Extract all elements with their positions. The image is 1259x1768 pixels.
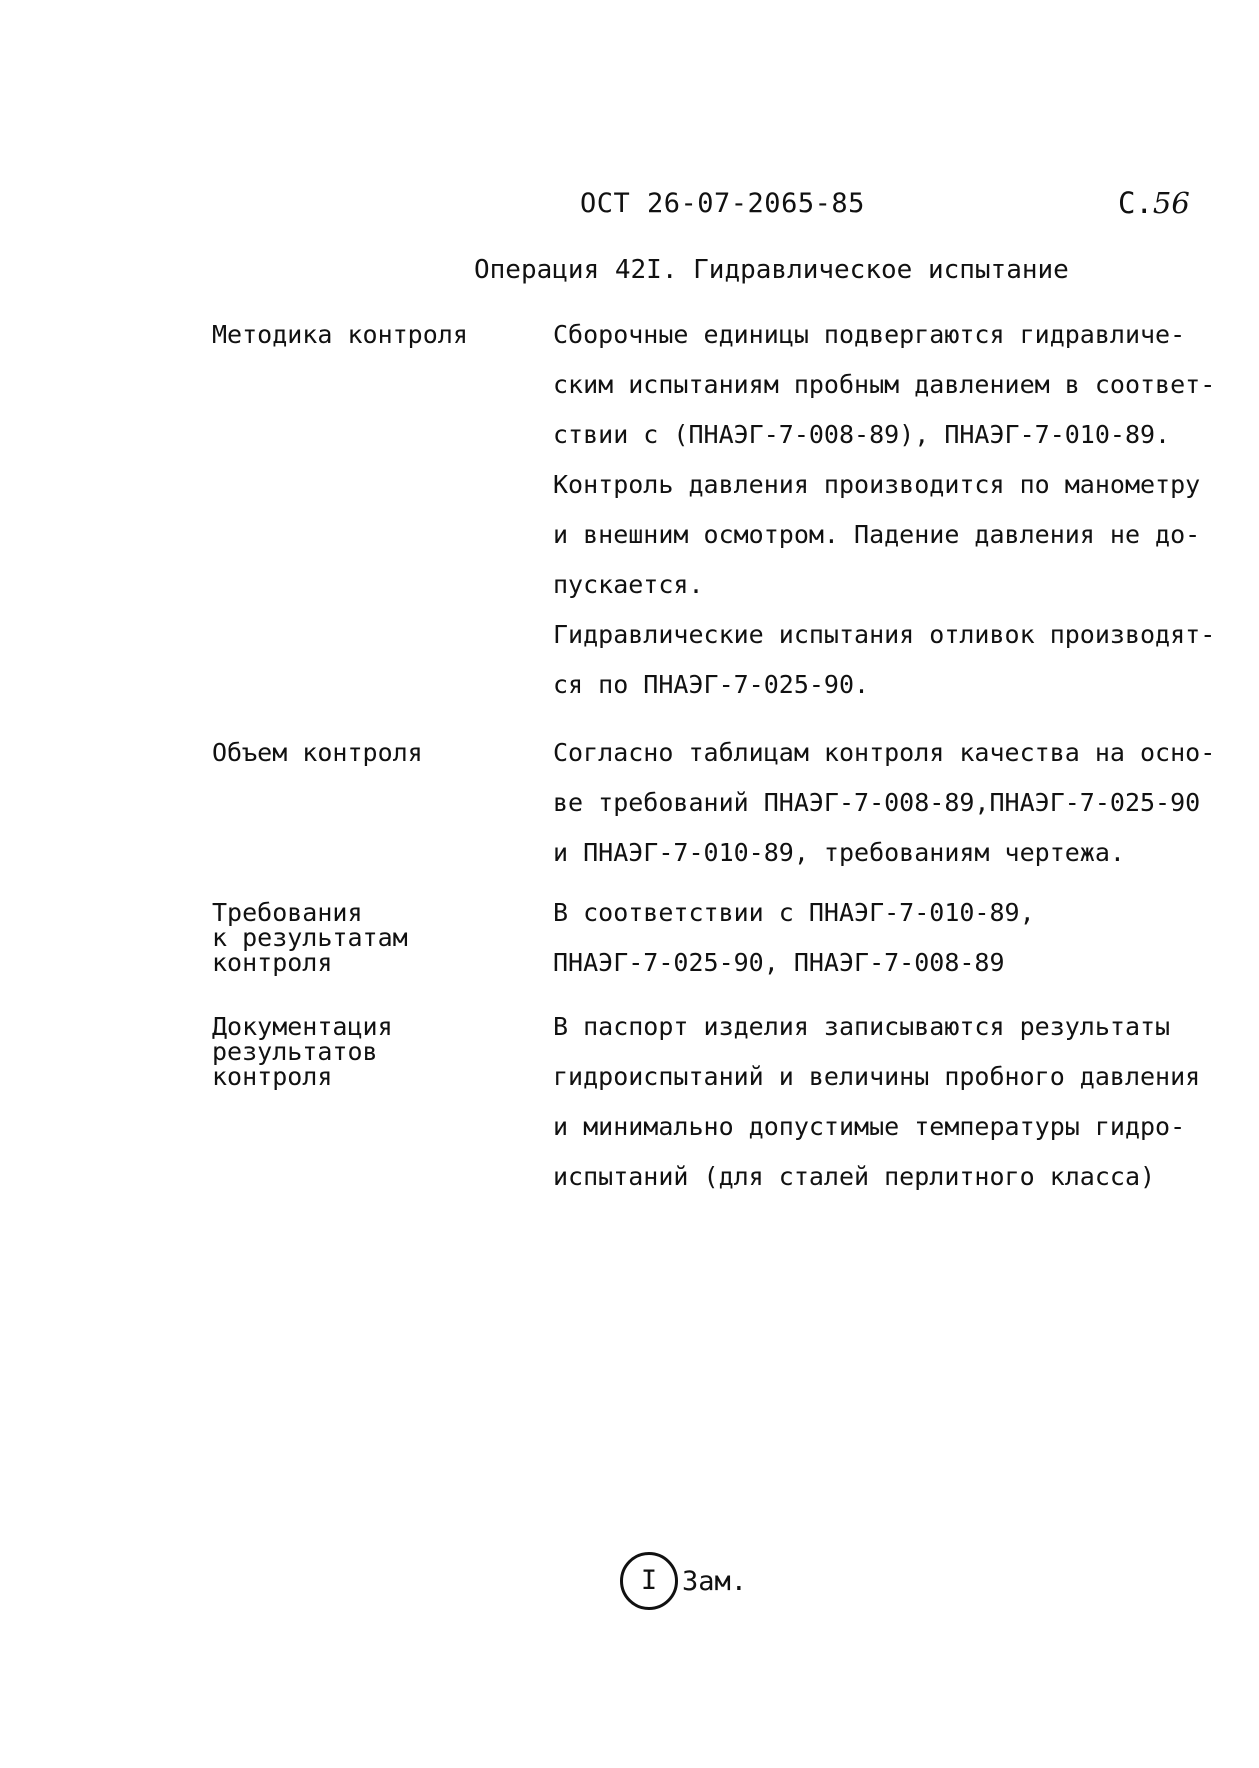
body-line: ПНАЭГ-7-025-90, ПНАЭГ-7-008-89 — [553, 948, 1005, 977]
body-line: и внешним осмотром. Падение давления не до- — [553, 520, 1201, 549]
label-line: Методика контроля — [212, 320, 468, 349]
section-body-method — [553, 310, 1215, 710]
body-line: и минимально допустимые температуры гидро- — [553, 1112, 1186, 1141]
body-line: ве требований ПНАЭГ-7-008-89,ПНАЭГ-7-025-90 — [553, 788, 1201, 817]
page-prefix: С. — [1118, 186, 1153, 220]
body-line: ским испытаниям пробным давлением в соответ- — [553, 370, 1216, 399]
page-number-handwritten: 56 — [1152, 186, 1190, 220]
section-label-scope — [212, 740, 423, 765]
label-line: к результатам — [212, 923, 408, 952]
label-line: Требования — [212, 898, 363, 927]
body-line: В соответствии с ПНАЭГ-7-010-89, — [553, 898, 1035, 927]
body-line: ствии с (ПНАЭГ-7-008-89), ПНАЭГ-7-010-89. — [553, 420, 1171, 449]
section-label-requirements — [212, 900, 408, 975]
label-line: контроля — [212, 1062, 333, 1091]
page-number — [1118, 186, 1190, 220]
label-line: контроля — [212, 948, 333, 977]
body-line: Контроль давления производится по манометру — [553, 470, 1201, 499]
body-line: испытаний (для сталей перлитного класса) — [553, 1162, 1156, 1191]
section-label-method — [212, 322, 468, 347]
section-body-requirements — [553, 888, 1035, 988]
label-line: Объем контроля — [212, 738, 423, 767]
change-label: Зам. — [682, 1565, 748, 1597]
body-line: гидроиспытаний и величины пробного давления — [553, 1062, 1201, 1091]
body-line: В паспорт изделия записываются результаты — [553, 1012, 1171, 1041]
operation-title: Операция 42I. Гидравлическое испытание — [474, 255, 1069, 285]
body-line: и ПНАЭГ-7-010-89, требованиям чертежа. — [553, 838, 1125, 867]
body-line: пускается. — [553, 570, 704, 599]
label-line: Документация — [212, 1012, 393, 1041]
section-label-documentation — [212, 1014, 393, 1089]
change-mark — [620, 1552, 747, 1610]
label-line: результатов — [212, 1037, 378, 1066]
section-body-documentation — [553, 1002, 1200, 1202]
body-line: ся по ПНАЭГ-7-025-90. — [553, 670, 870, 699]
body-line: Согласно таблицам контроля качества на осно- — [553, 738, 1216, 767]
change-number-circle: I — [620, 1552, 678, 1610]
body-line: Гидравлические испытания отливок производят- — [553, 620, 1216, 649]
section-body-scope — [553, 728, 1215, 878]
document-code: ОСТ 26-07-2065-85 — [580, 188, 865, 219]
body-line: Сборочные единицы подвергаются гидравличе- — [553, 320, 1186, 349]
